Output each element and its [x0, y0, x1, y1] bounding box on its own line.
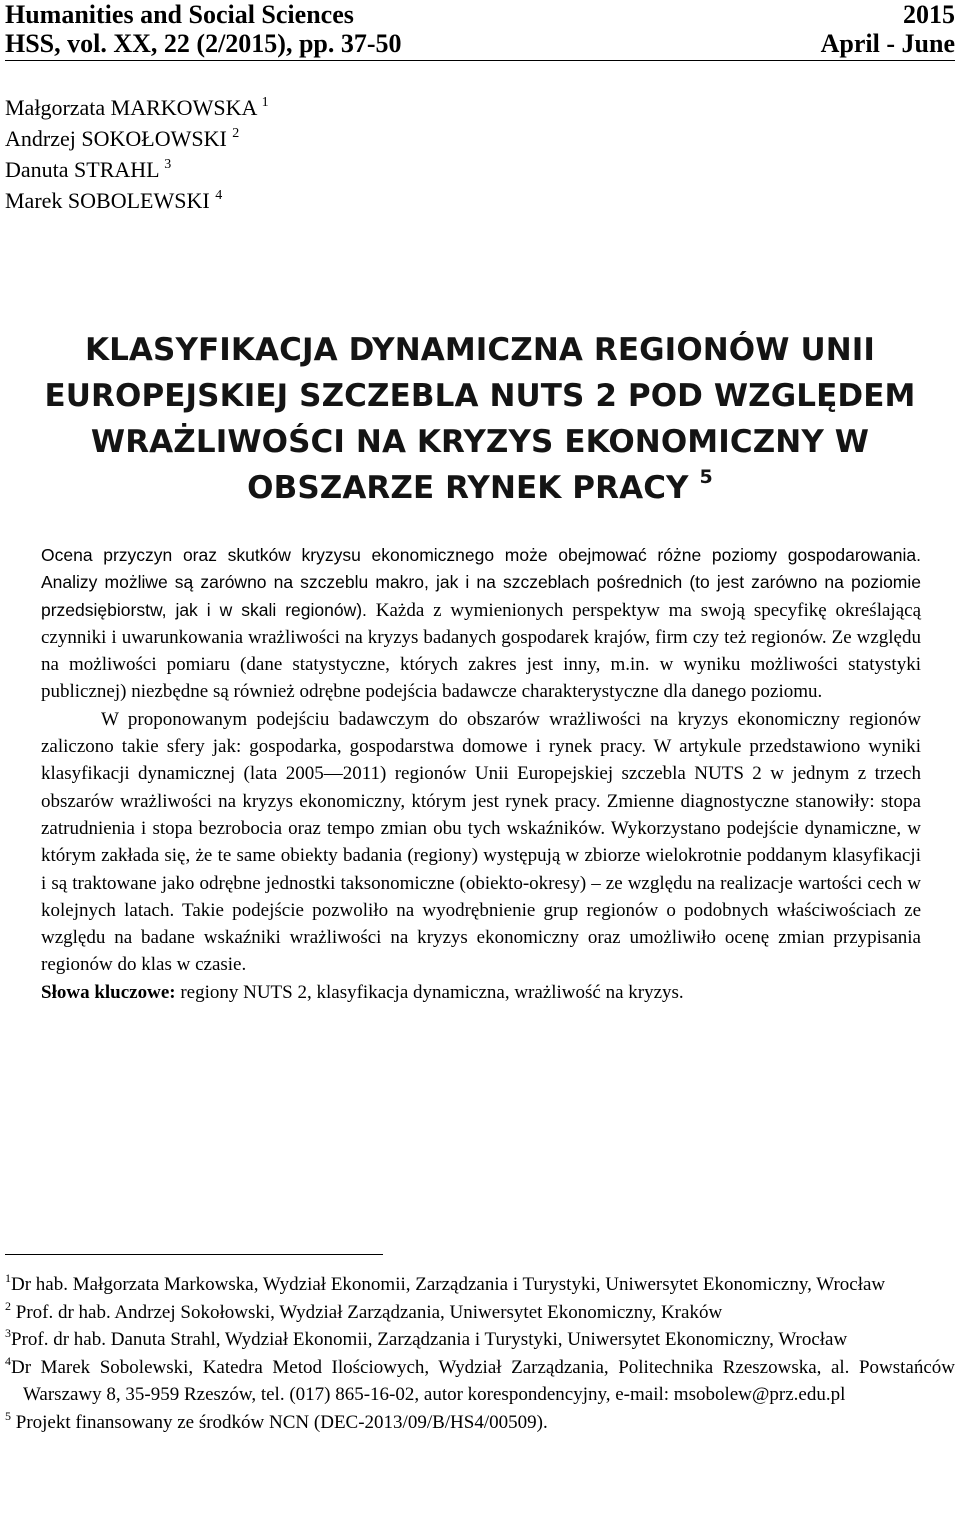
footnote [5, 1299, 955, 1327]
keywords-text: regiony NUTS 2, klasyfikacja dynamiczna, wrażliwość na kryzys. [175, 981, 684, 1003]
author: Danuta STRAHL $^3$ [5, 157, 172, 182]
footnote-text: Dr hab. Małgorzata Markowska, Wydział Ekonomii, Zarządzania i Turystyki, Uniwersytet Ekonomiczny, Wrocław [11, 1274, 886, 1295]
author: Małgorzata MARKOWSKA $^1$ [5, 95, 269, 120]
author-footnote-mark: 1 [261, 95, 269, 110]
abstract-text: Każda z wymienionych perspektyw ma swoją specyfikę określającą czynniki i uwarunkowania wrażliwości na kryzys badanych gospodarek krajów, firm czy też regionów. Ze względu na możliwości pomiaru (dane statystyczne, których zakres jest inny, m.in. w wyniku możliwości statystyki publicznej) niezbędne są również odrębne podejścia badawcze charakterystyczne dla danego poziomu. [41, 599, 921, 703]
footnote [5, 1354, 955, 1409]
abstract-paragraph-1 [41, 542, 921, 706]
abstract-paragraph-2: W proponowanym podejściu badawczym do obszarów wrażliwości na kryzys ekonomiczny regionów zaliczono takie sfery jak: gospodarka, gospodarstwa domowe i rynek pracy. W artykule przedstawiono wyniki klasyfikacji dynamicznej (lata 2005—2011) regionów Unii Europejskiej szczebla NUTS 2 w jednym z trzech obszarów wrażliwości na kryzys ekonomiczny, którym jest rynek pracy. Zmienne diagnostyczne stanowiły: stopa zatrudnienia i stopa bezrobocia oraz tempo zmian obu tych wskaźników. Wykorzystano podejście dynamiczne, w którym zakłada się, że te same obiekty badania (regiony) występują w zbiorze wielokrotnie poddanym klasyfikacji i są traktowane jako odrębne jednostki taksonomiczne (obiekto-okresy) – ze względu na realizacje wartości cech w kolejnych latach. Takie podejście pozwoliło na wyodrębnienie grup regionów o podobnych właściwościach ze względu na badane wskaźniki wrażliwości na kryzys ekonomiczny oraz umożliwiło ocenę zmian przypisania regionów do klas w czasie. [41, 708, 921, 976]
title-line: KLASYFIKACJA DYNAMICZNA REGIONÓW UNII [84, 332, 876, 368]
footnote [5, 1326, 955, 1354]
header-rule [5, 60, 955, 61]
footnote-separator [5, 1254, 383, 1255]
journal-header [5, 0, 955, 61]
journal-name: Humanities and Social Sciences [5, 0, 354, 29]
journal-year: 2015 [903, 0, 955, 29]
footnote-mark: 4 [5, 1353, 11, 1368]
footnote [5, 1271, 955, 1299]
author: Andrzej SOKOŁOWSKI $^2$ [5, 126, 240, 151]
header-row-1 [5, 0, 955, 29]
footnote-mark: 3 [5, 1326, 11, 1340]
paper-title [20, 327, 940, 511]
footnote-mark: 5 [5, 1408, 11, 1423]
author-footnote-mark: 2 [232, 126, 240, 141]
footnote-mark: 1 [5, 1271, 11, 1285]
title-line: WRAŻLIWOŚCI NA KRYZYS EKONOMICZNY W [90, 424, 870, 460]
title-line: EUROPEJSKIEJ SZCZEBLA NUTS 2 POD WZGLĘDEM [44, 378, 916, 414]
keywords [41, 979, 921, 1006]
keywords-label: Słowa kluczowe: [41, 981, 176, 1003]
footnote-text: Prof. dr hab. Andrzej Sokołowski, Wydział Zarządzania, Uniwersytet Ekonomiczny, Kraków [11, 1301, 723, 1323]
journal-period: April - June [820, 29, 955, 58]
author: Marek SOBOLEWSKI $^4$ [5, 188, 223, 213]
journal-citation: HSS, vol. XX, 22 (2/2015), pp. 37-50 [5, 29, 402, 58]
footnote-text: Dr Marek Sobolewski, Katedra Metod Ilościowych, Wydział Zarządzania, Politechnika Rzeszowska, al. Powstańców Warszawy 8, 35-959 Rzeszów, tel. (017) 865-16-02, autor korespondencyjny, e-mail: msobolew@prz.edu.pl [11, 1356, 955, 1405]
footnote-mark: 2 [5, 1298, 11, 1313]
title-line: OBSZARZE RYNEK PRACY $^5$ [247, 466, 713, 506]
abstract-lead-text: Ocena przyczyn oraz skutków kryzysu ekonomicznego może obejmować różne poziomy gospodarowania. Analizy możliwe są zarówno na szczeblu makro, jak i na szczeblach pośrednich (to jest zarówno na poziomie przedsiębiorstw, jak i w skali regionów). [41, 545, 921, 620]
author-footnote-mark: 3 [164, 157, 172, 172]
footnote [5, 1409, 955, 1437]
footnote-text: Projekt finansowany ze środków NCN (DEC-2013/09/B/HS4/00509). [11, 1411, 548, 1433]
header-row-2 [5, 29, 955, 58]
author-list [5, 92, 269, 216]
abstract [41, 542, 921, 1006]
footnote-text: Prof. dr hab. Danuta Strahl, Wydział Ekonomii, Zarządzania i Turystyki, Uniwersytet Ekonomiczny, Wrocław [11, 1329, 848, 1350]
title-footnote-mark: 5 [699, 466, 713, 488]
author-footnote-mark: 4 [215, 188, 223, 203]
footnotes [5, 1271, 955, 1436]
